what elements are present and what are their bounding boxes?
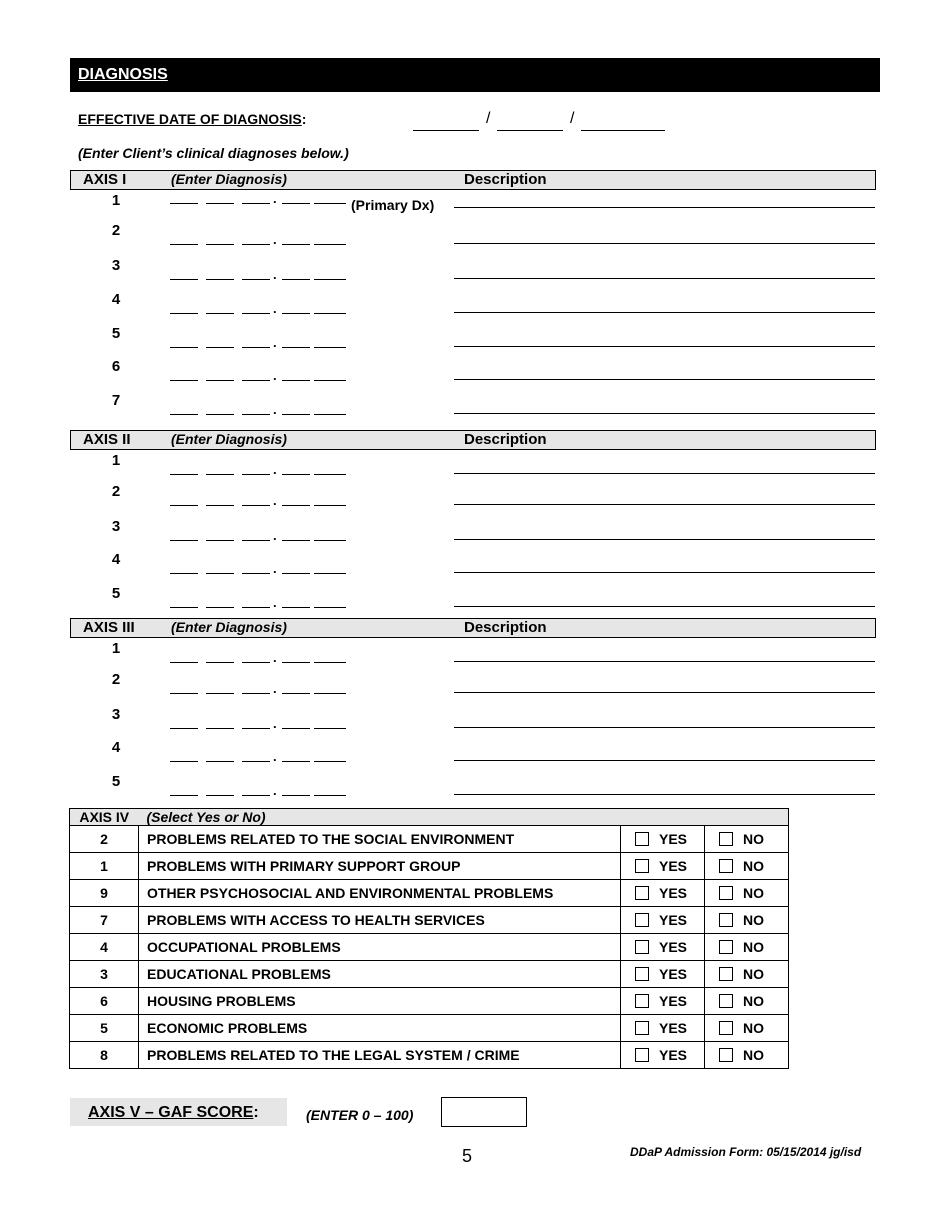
code-segment bbox=[206, 504, 234, 506]
axis4-no-option[interactable] bbox=[705, 961, 789, 988]
axis2-row-number: 3 bbox=[111, 518, 121, 535]
code-segment bbox=[282, 539, 310, 541]
code-segment bbox=[170, 760, 198, 762]
description-field[interactable] bbox=[454, 472, 875, 474]
code-segment bbox=[206, 243, 234, 245]
code-segment bbox=[242, 202, 270, 204]
code-segment bbox=[170, 346, 198, 348]
code-segment bbox=[314, 379, 346, 381]
date-separator: / bbox=[486, 110, 491, 127]
axis4-problem-text: PROBLEMS RELATED TO THE SOCIAL ENVIRONMENT bbox=[139, 826, 621, 853]
axis4-row-number: 3 bbox=[70, 961, 139, 988]
code-decimal: . bbox=[273, 462, 277, 477]
axis4-row bbox=[70, 988, 789, 1015]
code-segment bbox=[170, 504, 198, 506]
description-field[interactable] bbox=[454, 759, 875, 761]
diagnosis-code-field[interactable] bbox=[170, 301, 350, 316]
code-segment bbox=[314, 346, 346, 348]
code-segment bbox=[242, 661, 270, 663]
code-segment bbox=[314, 202, 346, 204]
description-field[interactable] bbox=[454, 206, 875, 208]
axis3-label: AXIS III bbox=[83, 619, 135, 636]
axis4-no-option[interactable] bbox=[705, 907, 789, 934]
yes-label: YES bbox=[659, 1047, 688, 1063]
axis3-header bbox=[70, 618, 876, 638]
axis4-row-number: 2 bbox=[70, 826, 139, 853]
axis4-row-number: 5 bbox=[70, 1015, 139, 1042]
code-segment bbox=[242, 243, 270, 245]
code-segment bbox=[170, 312, 198, 314]
code-segment bbox=[206, 539, 234, 541]
axis4-yes-option[interactable] bbox=[621, 961, 705, 988]
code-segment bbox=[282, 760, 310, 762]
code-segment bbox=[242, 692, 270, 694]
code-segment bbox=[282, 692, 310, 694]
axis4-no-option[interactable] bbox=[705, 1042, 789, 1069]
date-month-field[interactable] bbox=[413, 112, 479, 131]
axis4-problem-text: EDUCATIONAL PROBLEMS bbox=[139, 961, 621, 988]
axis4-problem-text: HOUSING PROBLEMS bbox=[139, 988, 621, 1015]
code-segment bbox=[314, 760, 346, 762]
description-field[interactable] bbox=[454, 538, 875, 540]
axis4-yes-option[interactable] bbox=[621, 826, 705, 853]
axis4-instruction: (Select Yes or No) bbox=[139, 809, 789, 826]
no-label: NO bbox=[743, 939, 764, 955]
no-label: NO bbox=[743, 993, 764, 1009]
code-segment bbox=[242, 473, 270, 475]
diagnosis-code-field[interactable] bbox=[170, 595, 350, 610]
axis4-label: AXIS IV bbox=[70, 809, 139, 826]
axis4-problem-text: OTHER PSYCHOSOCIAL AND ENVIRONMENTAL PROBLEMS bbox=[139, 880, 621, 907]
yes-checkbox[interactable] bbox=[635, 859, 649, 873]
date-day-field[interactable] bbox=[497, 112, 563, 131]
axis4-no-option[interactable] bbox=[705, 988, 789, 1015]
axis4-row-number: 9 bbox=[70, 880, 139, 907]
axis4-table bbox=[69, 808, 789, 1069]
code-segment bbox=[314, 413, 346, 415]
code-segment bbox=[206, 202, 234, 204]
yes-checkbox[interactable] bbox=[635, 886, 649, 900]
axis2-enter-label: (Enter Diagnosis) bbox=[171, 431, 287, 447]
code-decimal: . bbox=[273, 716, 277, 731]
code-segment bbox=[282, 727, 310, 729]
axis4-row-number: 7 bbox=[70, 907, 139, 934]
code-segment bbox=[242, 539, 270, 541]
code-decimal: . bbox=[273, 749, 277, 764]
axis4-row-number: 1 bbox=[70, 853, 139, 880]
code-segment bbox=[170, 606, 198, 608]
description-field[interactable] bbox=[454, 378, 875, 380]
code-segment bbox=[206, 379, 234, 381]
diagnosis-code-field[interactable] bbox=[170, 462, 350, 477]
code-segment bbox=[282, 243, 310, 245]
diagnosis-instruction: (Enter Client’s clinical diagnoses below.) bbox=[78, 145, 349, 161]
yes-checkbox[interactable] bbox=[635, 994, 649, 1008]
axis4-row bbox=[70, 1042, 789, 1069]
page-number: 5 bbox=[462, 1146, 473, 1166]
diagnosis-code-field[interactable] bbox=[170, 783, 350, 798]
axis4-row bbox=[70, 934, 789, 961]
axis2-row-number: 1 bbox=[111, 452, 121, 469]
no-checkbox[interactable] bbox=[719, 859, 733, 873]
code-segment bbox=[282, 504, 310, 506]
code-segment bbox=[282, 278, 310, 280]
axis3-enter-label: (Enter Diagnosis) bbox=[171, 619, 287, 635]
no-checkbox[interactable] bbox=[719, 1048, 733, 1062]
code-segment bbox=[282, 606, 310, 608]
code-segment bbox=[314, 312, 346, 314]
axis4-row-number: 6 bbox=[70, 988, 139, 1015]
axis4-yes-option[interactable] bbox=[621, 853, 705, 880]
diagnosis-code-field[interactable] bbox=[170, 191, 350, 206]
code-decimal: . bbox=[273, 493, 277, 508]
code-segment bbox=[242, 278, 270, 280]
no-label: NO bbox=[743, 831, 764, 847]
code-decimal: . bbox=[273, 301, 277, 316]
axis4-row bbox=[70, 880, 789, 907]
axis4-no-option[interactable] bbox=[705, 1015, 789, 1042]
axis1-row-number: 2 bbox=[111, 222, 121, 239]
yes-label: YES bbox=[659, 993, 688, 1009]
description-field[interactable] bbox=[454, 412, 875, 414]
code-segment bbox=[170, 413, 198, 415]
yes-label: YES bbox=[659, 912, 688, 928]
code-decimal: . bbox=[273, 402, 277, 417]
axis2-row-number: 4 bbox=[111, 551, 121, 568]
code-segment bbox=[314, 794, 346, 796]
code-decimal: . bbox=[273, 561, 277, 576]
code-segment bbox=[206, 794, 234, 796]
no-label: NO bbox=[743, 885, 764, 901]
code-decimal: . bbox=[273, 368, 277, 383]
diagnosis-code-field[interactable] bbox=[170, 650, 350, 665]
code-decimal: . bbox=[273, 650, 277, 665]
code-segment bbox=[282, 413, 310, 415]
date-year-field[interactable] bbox=[581, 112, 665, 131]
axis3-row-number: 5 bbox=[111, 773, 121, 790]
yes-label: YES bbox=[659, 885, 688, 901]
axis1-label: AXIS I bbox=[83, 171, 127, 188]
description-field[interactable] bbox=[454, 242, 875, 244]
code-segment bbox=[206, 413, 234, 415]
code-segment bbox=[314, 606, 346, 608]
axis2-row-number: 2 bbox=[111, 483, 121, 500]
axis4-row bbox=[70, 826, 789, 853]
code-decimal: . bbox=[273, 267, 277, 282]
axis3-row-number: 3 bbox=[111, 706, 121, 723]
diagnosis-code-field[interactable] bbox=[170, 561, 350, 576]
code-decimal: . bbox=[273, 783, 277, 798]
code-segment bbox=[282, 312, 310, 314]
axis4-yes-option[interactable] bbox=[621, 988, 705, 1015]
code-segment bbox=[314, 473, 346, 475]
axis4-row bbox=[70, 1015, 789, 1042]
axis1-row-number: 5 bbox=[111, 325, 121, 342]
axis1-description-label: Description bbox=[464, 171, 547, 188]
no-checkbox[interactable] bbox=[719, 940, 733, 954]
code-segment bbox=[170, 202, 198, 204]
description-field[interactable] bbox=[454, 503, 875, 505]
diagnosis-code-field[interactable] bbox=[170, 267, 350, 282]
axis3-row-number: 1 bbox=[111, 640, 121, 657]
code-segment bbox=[170, 379, 198, 381]
diagnosis-code-field[interactable] bbox=[170, 681, 350, 696]
code-segment bbox=[242, 379, 270, 381]
yes-checkbox[interactable] bbox=[635, 913, 649, 927]
yes-label: YES bbox=[659, 831, 688, 847]
code-segment bbox=[206, 760, 234, 762]
no-label: NO bbox=[743, 966, 764, 982]
no-label: NO bbox=[743, 1047, 764, 1063]
axis4-row-number: 4 bbox=[70, 934, 139, 961]
code-segment bbox=[170, 794, 198, 796]
axis1-row-number: 4 bbox=[111, 291, 121, 308]
diagnosis-code-field[interactable] bbox=[170, 716, 350, 731]
axis4-yes-option[interactable] bbox=[621, 934, 705, 961]
yes-label: YES bbox=[659, 858, 688, 874]
code-segment bbox=[242, 794, 270, 796]
axis4-no-option[interactable] bbox=[705, 880, 789, 907]
code-segment bbox=[170, 572, 198, 574]
code-segment bbox=[206, 727, 234, 729]
code-segment bbox=[242, 606, 270, 608]
description-field[interactable] bbox=[454, 660, 875, 662]
axis4-problem-text: OCCUPATIONAL PROBLEMS bbox=[139, 934, 621, 961]
axis3-row-number: 2 bbox=[111, 671, 121, 688]
axis4-no-option[interactable] bbox=[705, 826, 789, 853]
code-segment bbox=[314, 661, 346, 663]
code-segment bbox=[170, 661, 198, 663]
code-segment bbox=[206, 346, 234, 348]
code-segment bbox=[170, 727, 198, 729]
axis3-row-number: 4 bbox=[111, 739, 121, 756]
code-segment bbox=[170, 243, 198, 245]
no-label: NO bbox=[743, 912, 764, 928]
description-field[interactable] bbox=[454, 277, 875, 279]
yes-label: YES bbox=[659, 939, 688, 955]
no-checkbox[interactable] bbox=[719, 832, 733, 846]
axis2-description-label: Description bbox=[464, 431, 547, 448]
axis2-label: AXIS II bbox=[83, 431, 131, 448]
gaf-instruction: (ENTER 0 – 100) bbox=[306, 1107, 414, 1123]
code-segment bbox=[242, 572, 270, 574]
code-segment bbox=[282, 379, 310, 381]
axis2-header bbox=[70, 430, 876, 450]
code-segment bbox=[206, 473, 234, 475]
code-segment bbox=[206, 606, 234, 608]
code-segment bbox=[242, 312, 270, 314]
code-decimal: . bbox=[273, 681, 277, 696]
code-segment bbox=[314, 243, 346, 245]
description-field[interactable] bbox=[454, 726, 875, 728]
yes-checkbox[interactable] bbox=[635, 1048, 649, 1062]
code-segment bbox=[242, 346, 270, 348]
yes-checkbox[interactable] bbox=[635, 967, 649, 981]
code-segment bbox=[206, 692, 234, 694]
axis3-description-label: Description bbox=[464, 619, 547, 636]
code-segment bbox=[282, 661, 310, 663]
code-segment bbox=[206, 572, 234, 574]
gaf-score-input[interactable] bbox=[441, 1097, 527, 1127]
yes-label: YES bbox=[659, 966, 688, 982]
diagnosis-code-field[interactable] bbox=[170, 402, 350, 417]
axis4-row-number: 8 bbox=[70, 1042, 139, 1069]
axis1-header bbox=[70, 170, 876, 190]
yes-checkbox[interactable] bbox=[635, 1021, 649, 1035]
axis2-row-number: 5 bbox=[111, 585, 121, 602]
axis4-problem-text: PROBLEMS WITH ACCESS TO HEALTH SERVICES bbox=[139, 907, 621, 934]
diagnosis-code-field[interactable] bbox=[170, 368, 350, 383]
axis1-row-number: 1 bbox=[111, 192, 121, 209]
no-checkbox[interactable] bbox=[719, 967, 733, 981]
no-label: NO bbox=[743, 858, 764, 874]
axis4-row bbox=[70, 853, 789, 880]
axis4-header-row bbox=[70, 809, 789, 826]
code-segment bbox=[170, 473, 198, 475]
code-segment bbox=[282, 794, 310, 796]
yes-checkbox[interactable] bbox=[635, 832, 649, 846]
no-checkbox[interactable] bbox=[719, 886, 733, 900]
code-segment bbox=[314, 572, 346, 574]
axis1-enter-label: (Enter Diagnosis) bbox=[171, 171, 287, 187]
code-segment bbox=[242, 504, 270, 506]
code-decimal: . bbox=[273, 335, 277, 350]
axis4-yes-option[interactable] bbox=[621, 880, 705, 907]
axis1-row-number: 7 bbox=[111, 392, 121, 409]
no-checkbox[interactable] bbox=[719, 994, 733, 1008]
no-label: NO bbox=[743, 1020, 764, 1036]
code-segment bbox=[314, 692, 346, 694]
axis4-row bbox=[70, 907, 789, 934]
date-separator: / bbox=[570, 110, 575, 127]
axis4-yes-option[interactable] bbox=[621, 1015, 705, 1042]
code-segment bbox=[242, 413, 270, 415]
code-segment bbox=[314, 727, 346, 729]
code-segment bbox=[206, 278, 234, 280]
yes-label: YES bbox=[659, 1020, 688, 1036]
axis1-row-number: 3 bbox=[111, 257, 121, 274]
code-segment bbox=[170, 692, 198, 694]
section-title: DIAGNOSIS bbox=[78, 66, 168, 83]
diagnosis-code-field[interactable] bbox=[170, 232, 350, 247]
code-decimal: . bbox=[273, 595, 277, 610]
code-segment bbox=[242, 727, 270, 729]
code-segment bbox=[242, 760, 270, 762]
code-segment bbox=[314, 539, 346, 541]
code-segment bbox=[206, 661, 234, 663]
axis4-yes-option[interactable] bbox=[621, 1042, 705, 1069]
axis4-problem-text: PROBLEMS RELATED TO THE LEGAL SYSTEM / CRIME bbox=[139, 1042, 621, 1069]
code-segment bbox=[314, 504, 346, 506]
axis4-problem-text: ECONOMIC PROBLEMS bbox=[139, 1015, 621, 1042]
description-field[interactable] bbox=[454, 311, 875, 313]
axis4-row bbox=[70, 961, 789, 988]
axis4-no-option[interactable] bbox=[705, 934, 789, 961]
description-field[interactable] bbox=[454, 571, 875, 573]
axis1-row-number: 6 bbox=[111, 358, 121, 375]
code-decimal: . bbox=[273, 528, 277, 543]
primary-dx-label: (Primary Dx) bbox=[351, 197, 435, 213]
no-checkbox[interactable] bbox=[719, 913, 733, 927]
diagnosis-code-field[interactable] bbox=[170, 335, 350, 350]
axis4-problem-text: PROBLEMS WITH PRIMARY SUPPORT GROUP bbox=[139, 853, 621, 880]
form-footer: DDaP Admission Form: 05/15/2014 jg/isd bbox=[630, 1145, 862, 1159]
description-field[interactable] bbox=[454, 605, 875, 607]
code-segment bbox=[282, 572, 310, 574]
yes-checkbox[interactable] bbox=[635, 940, 649, 954]
code-decimal: . bbox=[273, 191, 277, 206]
code-segment bbox=[282, 202, 310, 204]
diagnosis-code-field[interactable] bbox=[170, 749, 350, 764]
no-checkbox[interactable] bbox=[719, 1021, 733, 1035]
axis4-no-option[interactable] bbox=[705, 853, 789, 880]
section-header bbox=[70, 58, 880, 92]
code-decimal: . bbox=[273, 232, 277, 247]
code-segment bbox=[282, 473, 310, 475]
code-segment bbox=[170, 278, 198, 280]
axis4-yes-option[interactable] bbox=[621, 907, 705, 934]
axis5-label: AXIS V – GAF SCORE: bbox=[88, 1104, 259, 1121]
effective-date-label: EFFECTIVE DATE OF DIAGNOSIS: bbox=[78, 111, 307, 127]
code-segment bbox=[170, 539, 198, 541]
diagnosis-code-field[interactable] bbox=[170, 528, 350, 543]
code-segment bbox=[314, 278, 346, 280]
diagnosis-code-field[interactable] bbox=[170, 493, 350, 508]
code-segment bbox=[206, 312, 234, 314]
description-field[interactable] bbox=[454, 691, 875, 693]
description-field[interactable] bbox=[454, 793, 875, 795]
code-segment bbox=[282, 346, 310, 348]
description-field[interactable] bbox=[454, 345, 875, 347]
